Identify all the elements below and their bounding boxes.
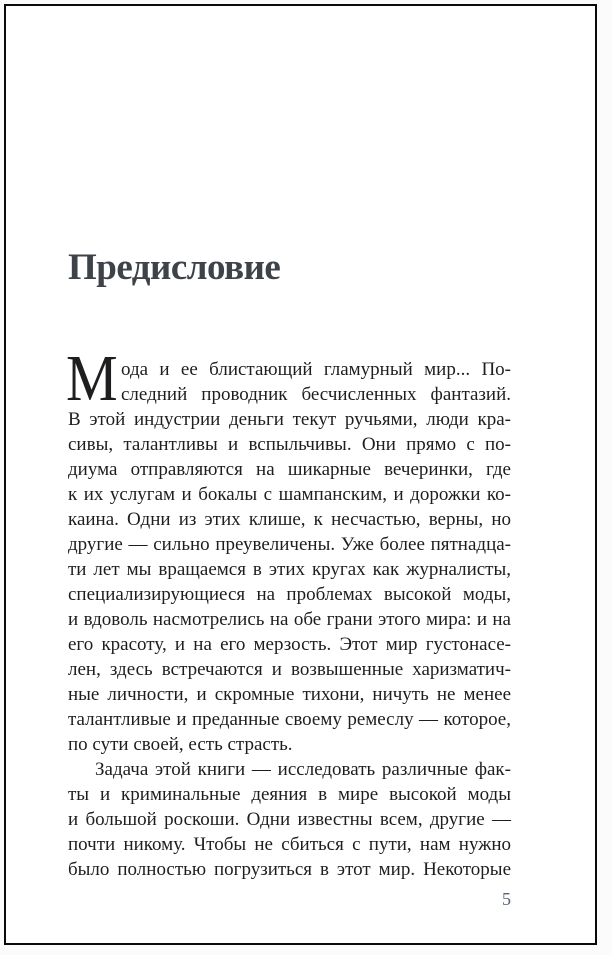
text-line: специализирующиеся на проблемах высокой моды, — [68, 584, 511, 605]
drop-cap-letter: М — [66, 342, 118, 415]
text-line: ные личности, и скромные тихони, ничуть не менее — [68, 684, 511, 705]
text-line: диума отправляются на шикарные вечеринки, где — [68, 459, 511, 480]
text-line: лен, здесь встречаются и возвышенные харизматич- — [68, 659, 511, 680]
body-text-block — [68, 357, 511, 882]
text-line: его красоту, и на его мерзость. Этот мир густонасе- — [68, 634, 511, 655]
text-line: другие — сильно преувеличены. Уже более пятнадца- — [68, 534, 511, 555]
page-border-frame — [4, 4, 597, 945]
text-line: и вдоволь насмотрелись на обе грани этого мира: и на — [68, 609, 511, 630]
text-line: талантливые и преданные своему ремеслу — которое, — [68, 709, 511, 730]
text-line: к их услугам и бокалы с шампанским, и дорожки ко- — [68, 484, 511, 505]
text-line: Задача этой книги — исследовать различные фак- — [95, 759, 511, 780]
text-line: ты и криминальные деяния в мире высокой моды — [68, 784, 511, 805]
page-number: 5 — [502, 889, 511, 909]
text-line: по сути своей, есть страсть. — [68, 734, 293, 755]
text-line: ти лет мы вращаемся в этих кругах как журналисты, — [68, 559, 511, 580]
chapter-title: Предисловие — [68, 247, 281, 288]
text-line: В этой индустрии деньги текут ручьями, люди кра- — [68, 409, 511, 430]
text-line: и большой роскоши. Одни известны всем, другие — — [68, 809, 511, 830]
text-line: следний проводник бесчисленных фантазий. — [121, 384, 511, 405]
text-line: почти никому. Чтобы не сбиться с пути, нам нужно — [68, 834, 511, 855]
text-line: сивы, талантливы и вспыльчивы. Они прямо с по- — [68, 434, 511, 455]
text-line: было полностью погрузиться в этот мир. Некоторые — [68, 859, 511, 880]
text-line: каина. Одни из этих клише, к несчастью, верны, но — [68, 509, 511, 530]
text-line: ода и ее блистающий гламурный мир... По- — [121, 359, 511, 380]
